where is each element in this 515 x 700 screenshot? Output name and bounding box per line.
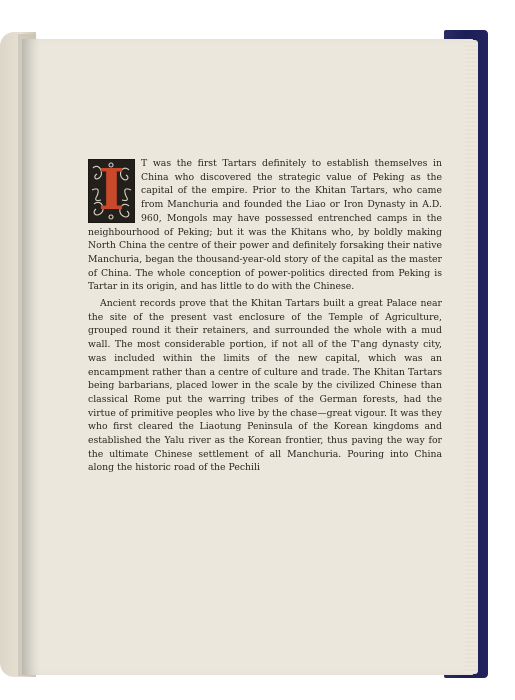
paragraph-first — [88, 157, 442, 294]
dropcap-letter: I — [98, 157, 125, 224]
paragraph-first-text: T was the first Tartars definitely to establish themselves in China who discovered the strategic value of Peking as the capital of the empire. Prior to the Khitan Tartars, who came from Manchuria and founded the Liao or Iron Dynasty in A.D. 960, Mongols may have possessed entrenched camps in the neighbourhood of Peking; but it was the Khitans who, by boldly making North China the centre of their power and definitely forsaking their native Manchuria, began the thousand-year-old story of the capital as the master of China. The whole conception of power-politics directed from Peking is Tartar in its origin, and has little to do with the Chinese. — [88, 158, 442, 293]
book-gutter — [18, 34, 40, 676]
illuminated-dropcap — [88, 159, 135, 223]
page-text — [88, 157, 442, 475]
page-fore-edge — [465, 40, 478, 674]
paragraph-second: Ancient records prove that the Khitan Tartars built a great Palace near the site of the present vast enclosure of the Temple of Agriculture, grouped round it their retainers, and surrounded the whole with a mud wall. The most considerable portion, if not all of the T'ang dynasty city, was included within the limits of the new capital, which was an encampment rather than a centre of culture and trade. The Khitan Tartars being barbarians, placed lower in the scale by the civilized Chinese than classical Rome put the warring tribes of the German forests, had the virtue of primitive peoples who live by the chase—great vigour. It was they who first cleared the Liaotung Peninsula of the Korean kingdoms and established the Yalu river as the Korean frontier, thus paving the way for the ultimate Chinese settlement of all Manchuria. Pouring into China along the historic road of the Pechili — [88, 298, 442, 474]
